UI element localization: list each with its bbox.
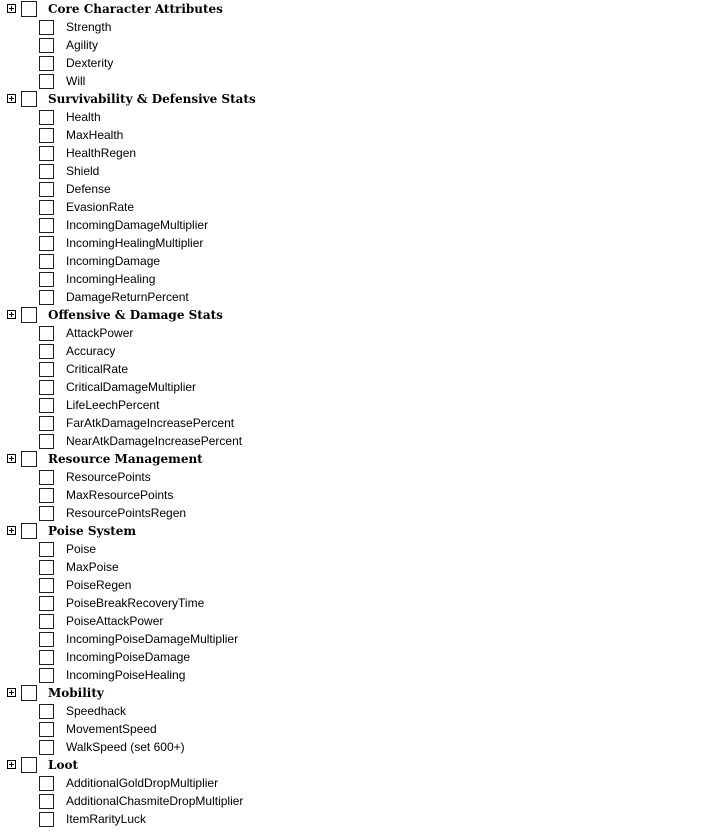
tree-item-row (0, 810, 720, 828)
item-checkbox[interactable] (39, 560, 54, 575)
item-label[interactable]: PoiseAttackPower (66, 614, 164, 628)
item-checkbox[interactable] (39, 632, 54, 647)
tree-item-row (0, 504, 720, 522)
tree-item-row (0, 576, 720, 594)
item-label[interactable]: Agility (66, 38, 99, 52)
item-checkbox[interactable] (39, 668, 54, 683)
tree-item-row (0, 234, 720, 252)
item-checkbox[interactable] (39, 506, 54, 521)
item-checkbox[interactable] (39, 128, 54, 143)
item-checkbox[interactable] (39, 614, 54, 629)
tree-section-row (0, 0, 720, 18)
item-checkbox[interactable] (39, 812, 54, 827)
item-checkbox[interactable] (39, 362, 54, 377)
tree-item-row (0, 738, 720, 756)
item-checkbox[interactable] (39, 722, 54, 737)
tree-item-row (0, 18, 720, 36)
item-label[interactable]: Shield (66, 164, 100, 178)
item-checkbox[interactable] (39, 776, 54, 791)
item-label[interactable]: HealthRegen (66, 146, 137, 160)
item-label[interactable]: IncomingPoiseDamageMultiplier (66, 632, 239, 646)
item-label[interactable]: CriticalRate (66, 362, 129, 376)
item-checkbox[interactable] (39, 164, 54, 179)
item-checkbox[interactable] (39, 488, 54, 503)
item-label[interactable]: PoiseBreakRecoveryTime (66, 596, 205, 610)
item-label[interactable]: MovementSpeed (66, 722, 157, 736)
tree-item-row (0, 144, 720, 162)
item-checkbox[interactable] (39, 380, 54, 395)
section-checkbox[interactable] (21, 451, 37, 467)
item-label[interactable]: MaxHealth (66, 128, 124, 142)
item-label[interactable]: EvasionRate (66, 200, 135, 214)
section-label[interactable]: Core Character Attributes (48, 2, 223, 16)
section-label[interactable]: Offensive & Damage Stats (48, 308, 223, 322)
tree-section-row (0, 684, 720, 702)
item-label[interactable]: LifeLeechPercent (66, 398, 160, 412)
section-checkbox[interactable] (21, 523, 37, 539)
tree-item-row (0, 648, 720, 666)
item-checkbox[interactable] (39, 20, 54, 35)
tree-item-row (0, 630, 720, 648)
section-label[interactable]: Survivability & Defensive Stats (48, 92, 256, 106)
tree-item-row (0, 54, 720, 72)
item-checkbox[interactable] (39, 398, 54, 413)
item-label[interactable]: Dexterity (66, 56, 114, 70)
tree-item-row (0, 360, 720, 378)
tree-section-row (0, 450, 720, 468)
section-checkbox[interactable] (21, 757, 37, 773)
item-label[interactable]: IncomingPoiseHealing (66, 668, 186, 682)
tree-item-row (0, 774, 720, 792)
tree-item-row (0, 216, 720, 234)
item-label[interactable]: FarAtkDamageIncreasePercent (66, 416, 235, 430)
expand-plus-icon[interactable] (7, 760, 16, 769)
item-checkbox[interactable] (39, 110, 54, 125)
item-label[interactable]: MaxPoise (66, 560, 119, 574)
item-label[interactable]: Speedhack (66, 704, 127, 718)
item-label[interactable]: PoiseRegen (66, 578, 132, 592)
item-checkbox[interactable] (39, 182, 54, 197)
expand-plus-icon[interactable] (7, 688, 16, 697)
item-label[interactable]: AdditionalGoldDropMultiplier (66, 776, 219, 790)
section-checkbox[interactable] (21, 685, 37, 701)
item-label[interactable]: MaxResourcePoints (66, 488, 174, 502)
item-checkbox[interactable] (39, 740, 54, 755)
expand-plus-icon[interactable] (7, 526, 16, 535)
item-checkbox[interactable] (39, 200, 54, 215)
tree-item-row (0, 342, 720, 360)
item-label[interactable]: IncomingDamageMultiplier (66, 218, 209, 232)
item-checkbox[interactable] (39, 146, 54, 161)
tree-item-row (0, 162, 720, 180)
tree-item-row (0, 612, 720, 630)
item-checkbox[interactable] (39, 578, 54, 593)
item-checkbox[interactable] (39, 38, 54, 53)
item-label[interactable]: IncomingHealingMultiplier (66, 236, 204, 250)
expand-plus-icon[interactable] (7, 4, 16, 13)
item-checkbox[interactable] (39, 650, 54, 665)
section-label[interactable]: Loot (48, 758, 78, 772)
item-checkbox[interactable] (39, 344, 54, 359)
tree-item-row (0, 126, 720, 144)
section-label[interactable]: Resource Management (48, 452, 203, 466)
expand-plus-icon[interactable] (7, 94, 16, 103)
item-label[interactable]: Poise (66, 542, 97, 556)
item-label[interactable]: IncomingPoiseDamage (66, 650, 191, 664)
item-label[interactable]: AttackPower (66, 326, 134, 340)
item-label[interactable]: CriticalDamageMultiplier (66, 380, 197, 394)
item-label[interactable]: AdditionalChasmiteDropMultiplier (66, 794, 244, 808)
tree-item-row (0, 72, 720, 90)
section-checkbox[interactable] (21, 1, 37, 17)
item-label[interactable]: IncomingDamage (66, 254, 161, 268)
item-label[interactable]: ResourcePoints (66, 470, 151, 484)
tree-item-row (0, 396, 720, 414)
item-checkbox[interactable] (39, 542, 54, 557)
tree-item-row (0, 702, 720, 720)
item-checkbox[interactable] (39, 416, 54, 431)
section-checkbox[interactable] (21, 91, 37, 107)
tree-item-row (0, 720, 720, 738)
tree-section-row (0, 90, 720, 108)
tree-item-row (0, 288, 720, 306)
tree-item-row (0, 270, 720, 288)
item-checkbox[interactable] (39, 794, 54, 809)
item-label[interactable]: IncomingHealing (66, 272, 156, 286)
item-label[interactable]: Defense (66, 182, 111, 196)
item-label[interactable]: ResourcePointsRegen (66, 506, 187, 520)
tree-item-row (0, 468, 720, 486)
tree-item-row (0, 324, 720, 342)
item-label[interactable]: DamageReturnPercent (66, 290, 189, 304)
item-checkbox[interactable] (39, 290, 54, 305)
item-label[interactable]: Strength (66, 20, 112, 34)
item-label[interactable]: Will (66, 74, 86, 88)
tree-section-row (0, 756, 720, 774)
item-checkbox[interactable] (39, 326, 54, 341)
item-label[interactable]: ItemRarityLuck (66, 812, 147, 826)
section-checkbox[interactable] (21, 307, 37, 323)
item-checkbox[interactable] (39, 434, 54, 449)
tree-item-row (0, 36, 720, 54)
tree-item-row (0, 666, 720, 684)
section-label[interactable]: Poise System (48, 524, 137, 538)
section-label[interactable]: Mobility (48, 686, 104, 700)
tree-item-row (0, 108, 720, 126)
item-label[interactable]: Health (66, 110, 101, 124)
tree-item-row (0, 378, 720, 396)
item-checkbox[interactable] (39, 218, 54, 233)
item-checkbox[interactable] (39, 254, 54, 269)
expand-plus-icon[interactable] (7, 310, 16, 319)
tree-item-row (0, 180, 720, 198)
tree-item-row (0, 252, 720, 270)
item-checkbox[interactable] (39, 272, 54, 287)
expand-plus-icon[interactable] (7, 454, 16, 463)
tree-item-row (0, 414, 720, 432)
item-label[interactable]: WalkSpeed (set 600+) (66, 740, 185, 754)
tree-item-row (0, 540, 720, 558)
tree-section-row (0, 522, 720, 540)
item-label[interactable]: NearAtkDamageIncreasePercent (66, 434, 243, 448)
item-label[interactable]: Accuracy (66, 344, 116, 358)
tree-item-row (0, 594, 720, 612)
tree-item-row (0, 432, 720, 450)
item-checkbox[interactable] (39, 74, 54, 89)
tree-item-row (0, 558, 720, 576)
tree-item-row (0, 792, 720, 810)
tree-section-row (0, 306, 720, 324)
tree-item-row (0, 486, 720, 504)
tree-item-row (0, 198, 720, 216)
item-checkbox[interactable] (39, 704, 54, 719)
item-checkbox[interactable] (39, 56, 54, 71)
item-checkbox[interactable] (39, 596, 54, 611)
item-checkbox[interactable] (39, 236, 54, 251)
item-checkbox[interactable] (39, 470, 54, 485)
